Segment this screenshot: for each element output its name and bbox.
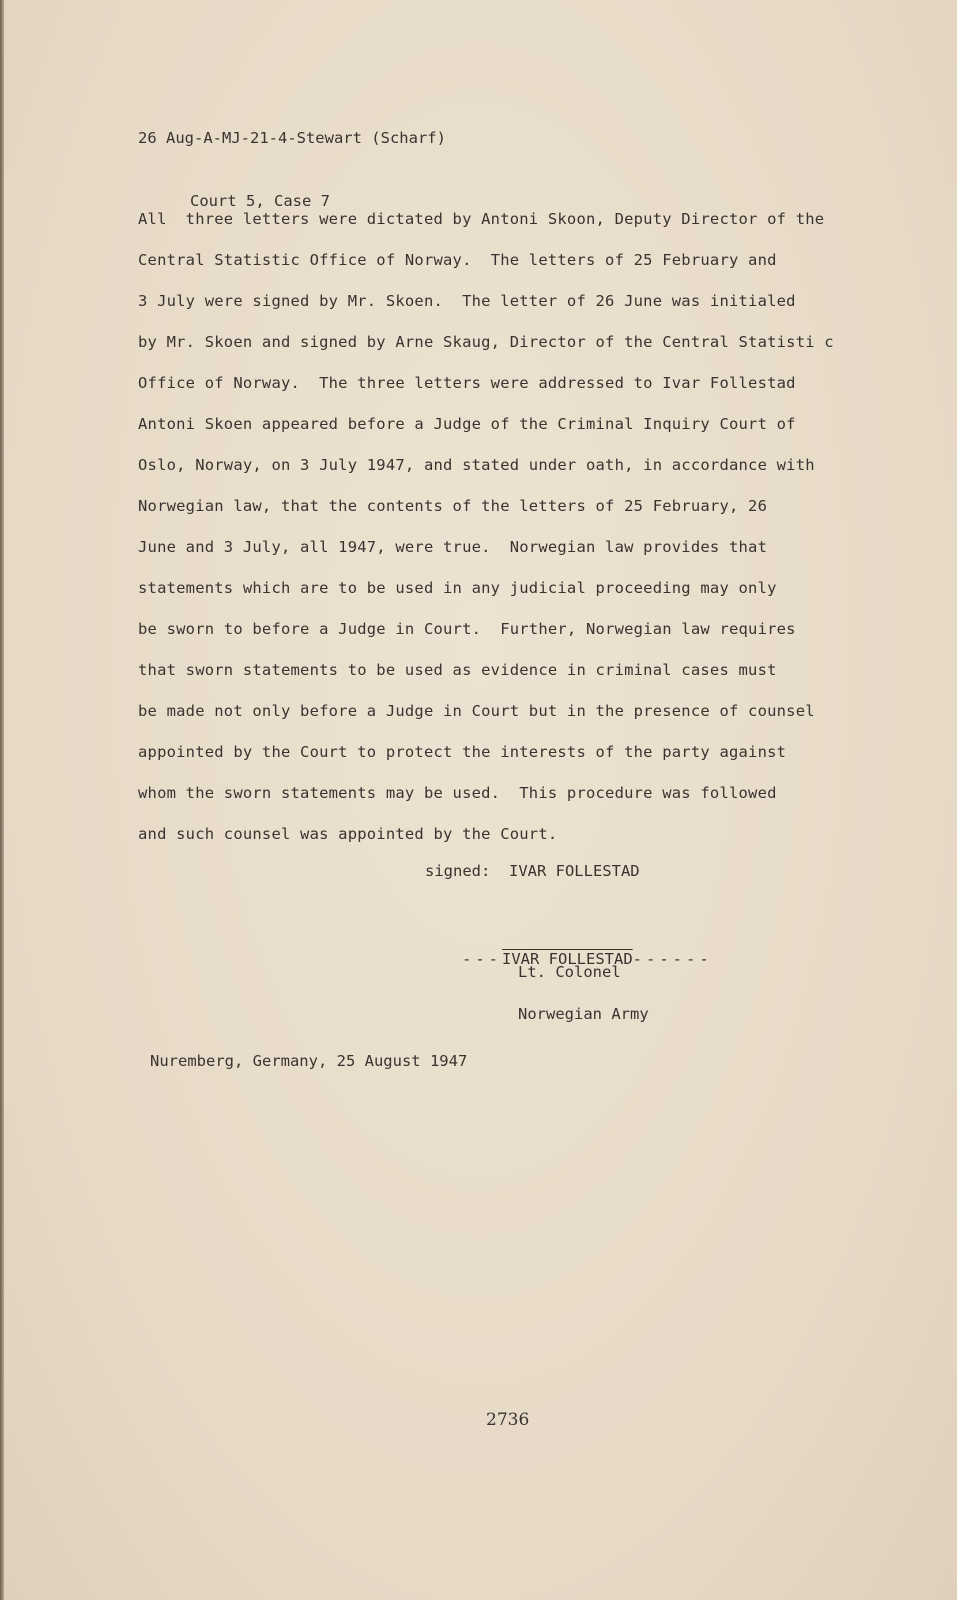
header-court-case: Court 5, Case 7 <box>190 192 330 210</box>
signature-name: IVAR FOLLESTAD <box>502 950 633 968</box>
body-line: Norwegian law, that the contents of the letters of 25 February, 26 <box>138 497 768 515</box>
body-line: whom the sworn statements may be used. This procedure was followed <box>138 784 777 802</box>
body-line: Central Statistic Office of Norway. The letters of 25 February and <box>138 251 777 269</box>
place-and-date: Nuremberg, Germany, 25 August 1947 <box>150 1052 468 1070</box>
body-line: Antoni Skoen appeared before a Judge of the Criminal Inquiry Court of <box>138 415 796 433</box>
signature-dashes-right: ------ <box>632 950 713 968</box>
body-line: All three letters were dictated by Antoni Skoon, Deputy Director of the <box>138 210 825 228</box>
header-reference: 26 Aug-A-MJ-21-4-Stewart (Scharf) <box>138 129 446 147</box>
body-line: appointed by the Court to protect the interests of the party against <box>138 743 787 761</box>
body-line: be sworn to before a Judge in Court. Further, Norwegian law requires <box>138 620 796 638</box>
body-line: and such counsel was appointed by the Court. <box>138 825 558 843</box>
body-line: that sworn statements to be used as evidence in criminal cases must <box>138 661 777 679</box>
signatory-unit: Norwegian Army <box>518 1005 649 1023</box>
page-edge-shadow <box>0 0 4 1600</box>
body-line: 3 July were signed by Mr. Skoen. The letter of 26 June was initialed <box>138 292 796 310</box>
signature-block <box>462 914 713 1004</box>
body-line: Oslo, Norway, on 3 July 1947, and stated under oath, in accordance with <box>138 456 815 474</box>
body-line: statements which are to be used in any judicial proceeding may only <box>138 579 777 597</box>
statement-body <box>138 206 878 862</box>
body-line: June and 3 July, all 1947, were true. Norwegian law provides that <box>138 538 768 556</box>
signed-line: signed: IVAR FOLLESTAD <box>425 862 640 880</box>
signature-dashes-left: --- <box>462 950 502 968</box>
body-line: by Mr. Skoen and signed by Arne Skaug, Director of the Central Statisti c <box>138 333 834 351</box>
page-number: 2736 <box>486 1410 530 1430</box>
body-line: Office of Norway. The three letters were addressed to Ivar Follestad <box>138 374 796 392</box>
signatory-rank: Lt. Colonel <box>518 963 621 981</box>
body-line: be made not only before a Judge in Court but in the presence of counsel <box>138 702 815 720</box>
